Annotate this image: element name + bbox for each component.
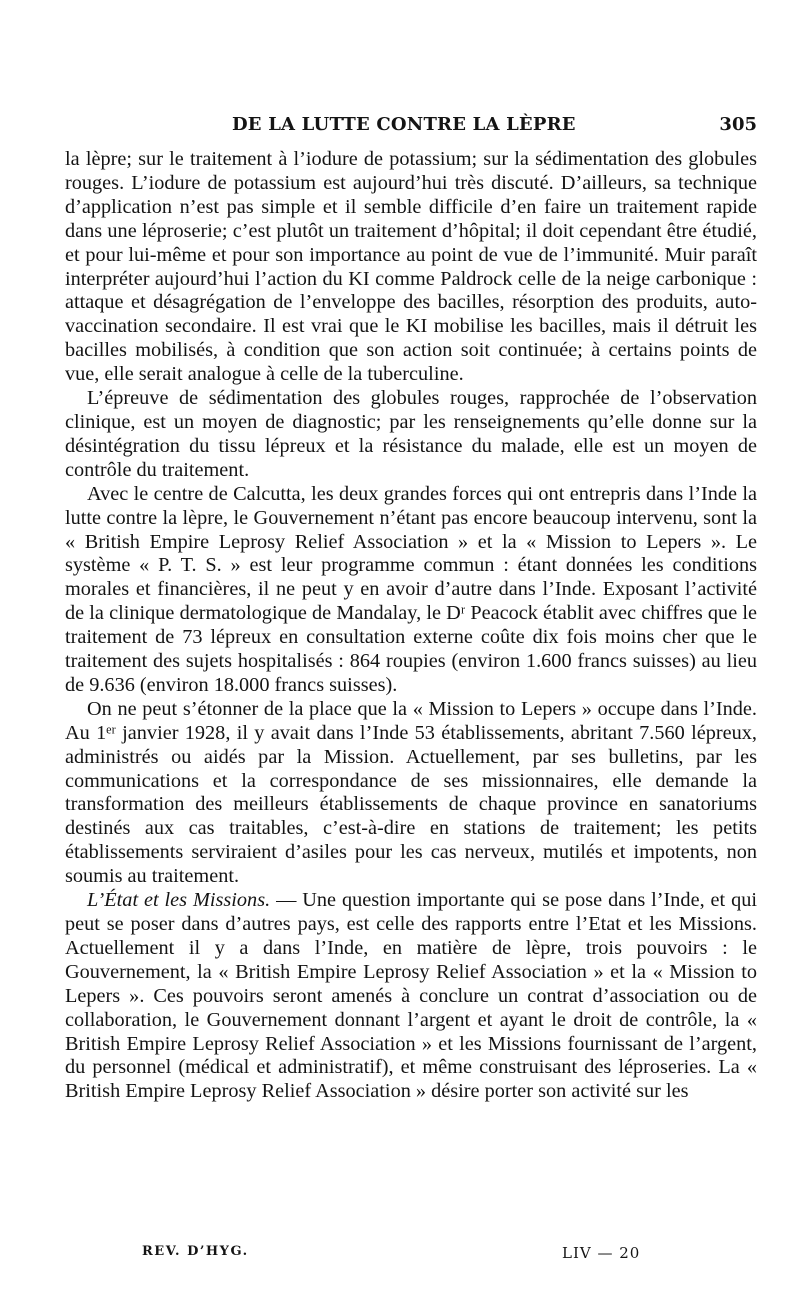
paragraph-text: L’épreuve de sédimentation des globules rouges, rapprochée de l’observation clinique, est un moyen de diagnostic; par les renseignements qu’elle donne sur la désintégration du tissu lépreux et la résistance du malade, elle est un moyen de contrôle du traitement. [65, 387, 757, 481]
paragraph [65, 889, 757, 1104]
journal-abbreviation: REV. D’HYG. [142, 1244, 249, 1259]
page-header [0, 114, 800, 142]
body-text [65, 148, 757, 1104]
paragraph-text: la lèpre; sur le traitement à l’iodure de potassium; sur la sédimentation des globules rouges. L’iodure de potassium est aujourd’hui très discuté. D’ailleurs, sa technique d’application n’est pas simple et il semble difficile d’en faire un traitement rapide dans une léproserie; c’est plutôt un traitement d’hôpital; il doit cependant être étudié, et pour lui-même et pour son importance au point de vue de l’immunité. Muir paraît interpréter aujourd’hui l’action du KI comme Paldrock celle de la neige carbonique : attaque et désagrégation de l’enveloppe des bacilles, résorption des produits, autovaccination secondaire. Il est vrai que le KI mobilise les bacilles, mais il détruit les bacilles mobilisés, à condition que son action soit continuée; à certains points de vue, elle serait analogue à celle de la tuberculine. [65, 148, 757, 386]
page-number: 305 [719, 114, 757, 135]
paragraph [65, 148, 757, 387]
section-title: L’État et les Missions. [87, 889, 271, 912]
paragraph-text: Avec le centre de Calcutta, les deux grandes forces qui ont entrepris dans l’Inde la lutte contre la lèpre, le Gouvernement n’étant pas encore beaucoup intervenu, sont la « British Empire Leprosy Relief Association » et la « Mission to Lepers ». Le système « P. T. S. » est leur programme commun : étant données les conditions morales et financières, il ne peut y en avoir d’autre dans l’Inde. Exposant l’activité de la clinique dermatologique de Mandalay, le Dʳ Peacock établit avec chiffres que le traitement de 73 lépreux en consultation externe coûte dix fois moins cher que le traitement des sujets hospitalisés : 864 roupies (environ 1.600 francs suisses) au lieu de 9.636 (environ 18.000 francs suisses). [65, 482, 757, 696]
paragraph-text: — Une question importante qui se pose dans l’Inde, et qui peut se poser dans d’autres pays, est celle des rapports entre l’Etat et les Missions. Actuellement il y a dans l’Inde, en matière de lèpre, trois pouvoirs : le Gouvernement, la « British Empire Leprosy Relief Association » et la « Mission to Lepers ». Ces pouvoirs seront amenés à conclure un contrat d’association ou de collaboration, le Gouvernement donnant l’argent et ayant le droit de contrôle, la « British Empire Leprosy Relief Association » et les Missions fournissant de l’argent, du personnel (médical et administratif), et même construisant des léproseries. La « British Empire Leprosy Relief Association » désire porter son activité sur les [65, 889, 758, 1103]
page-footer [0, 1244, 800, 1268]
paragraph-text: On ne peut s’étonner de la place que la « Mission to Lepers » occupe dans l’Inde. Au 1ᵉʳ janvier 1928, il y avait dans l’Inde 53 établissements, abritant 7.560 lépreux, administrés ou aidés par la Mission. Actuellement, par ses bulletins, par les communications et la correspondance de ses missionnaires, elle demande la transformation des meilleurs établissements de chaque province en sanatoriums destinés aux cas traitables, c’est-à-dire en stations de traitement; les petits établissements serviraient d’asiles pour les cas nerveux, mutilés et impotents, non soumis au traitement. [65, 697, 757, 888]
paragraph [65, 387, 757, 483]
running-title: DE LA LUTTE CONTRE LA LÈPRE [232, 114, 576, 135]
paragraph [65, 483, 757, 698]
sheet-signature: LIV — 20 [562, 1244, 641, 1262]
paragraph [65, 698, 757, 889]
